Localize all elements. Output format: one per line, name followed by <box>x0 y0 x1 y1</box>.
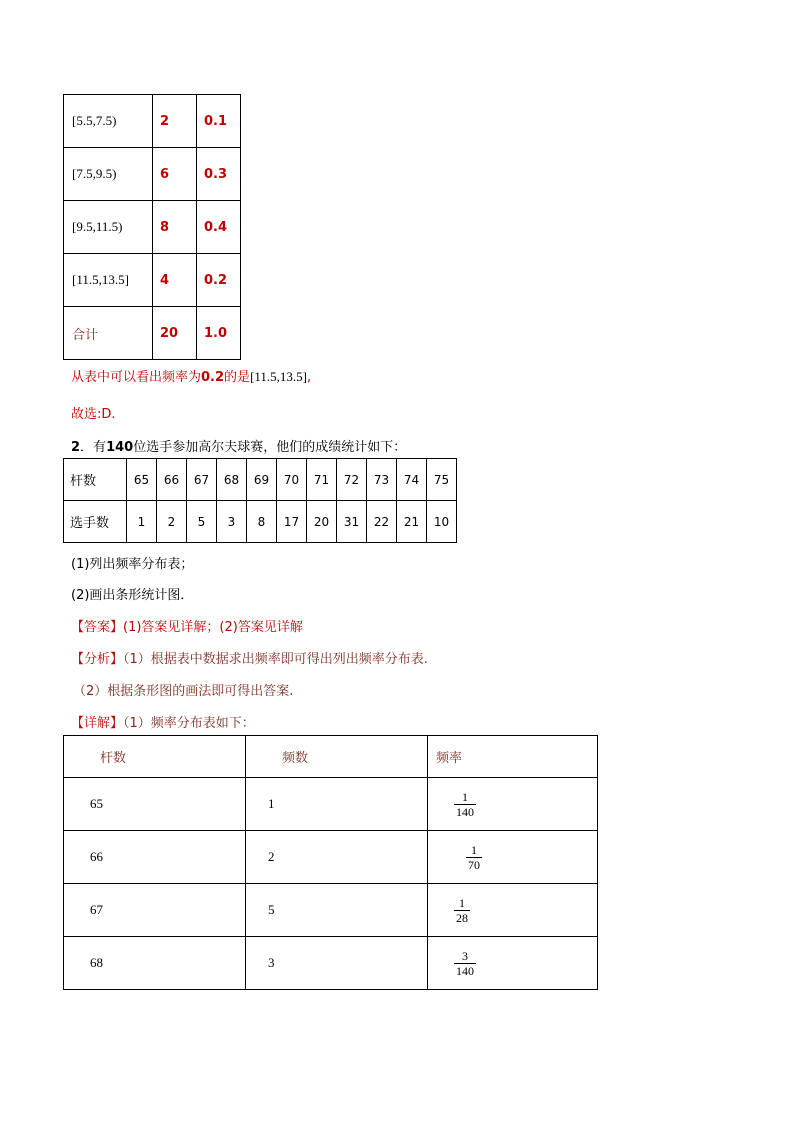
header-count: 频数 <box>246 736 428 778</box>
frequency-cell <box>428 778 598 831</box>
table-total-row <box>64 307 241 360</box>
player-count-cell: 1 <box>127 501 157 543</box>
stroke-cell: 69 <box>247 459 277 501</box>
analysis-text-2: （2）根据条形图的画法即可得出答案. <box>73 684 294 699</box>
count-cell: 1 <box>246 778 428 831</box>
player-count-cell: 22 <box>367 501 397 543</box>
player-count-cell: 3 <box>217 501 247 543</box>
frequency-cell <box>428 831 598 884</box>
total-count: 20 <box>153 307 197 360</box>
player-count-cell: 5 <box>187 501 217 543</box>
frequency-cell: 0.1 <box>197 95 241 148</box>
table-row <box>64 95 241 148</box>
table-row <box>64 937 598 990</box>
score-cell: 68 <box>64 937 246 990</box>
table-row <box>64 148 241 201</box>
player-count-cell: 20 <box>307 501 337 543</box>
interval-cell: [5.5,7.5) <box>64 95 153 148</box>
player-count-cell: 2 <box>157 501 187 543</box>
table-row <box>64 201 241 254</box>
analysis-text: 【分析】（1）根据表中数据求出频率即可得出列出频率分布表. <box>71 652 428 667</box>
count-cell: 2 <box>153 95 197 148</box>
count-cell: 5 <box>246 884 428 937</box>
score-cell: 65 <box>64 778 246 831</box>
interval-cell: [7.5,9.5) <box>64 148 153 201</box>
frequency-cell: 0.3 <box>197 148 241 201</box>
total-label: 合计 <box>64 307 153 360</box>
fraction: $\frac{3}{140}$ <box>456 948 474 978</box>
row-header-players: 选手数 <box>64 501 127 543</box>
stroke-cell: 73 <box>367 459 397 501</box>
stroke-cell: 74 <box>397 459 427 501</box>
stroke-cell: 65 <box>127 459 157 501</box>
header-frequency: 频率 <box>428 736 598 778</box>
fraction: $\frac{1}{70}$ <box>468 842 480 872</box>
table-row <box>64 778 598 831</box>
score-cell: 66 <box>64 831 246 884</box>
frequency-cell: 0.2 <box>197 254 241 307</box>
table-row <box>64 459 457 501</box>
score-cell: 67 <box>64 884 246 937</box>
player-count-cell: 21 <box>397 501 427 543</box>
stroke-cell: 71 <box>307 459 337 501</box>
stroke-cell: 70 <box>277 459 307 501</box>
answer-text: 【答案】(1)答案见详解；(2)答案见详解 <box>71 620 303 635</box>
table-header-row <box>64 736 598 778</box>
stroke-cell: 67 <box>187 459 217 501</box>
frequency-cell <box>428 884 598 937</box>
interval-cell: [11.5,13.5] <box>64 254 153 307</box>
interval-cell: [9.5,11.5) <box>64 201 153 254</box>
golf-score-table <box>63 458 457 543</box>
header-strokes: 杆数 <box>64 736 246 778</box>
stroke-cell: 66 <box>157 459 187 501</box>
stroke-cell: 75 <box>427 459 457 501</box>
player-count-cell: 10 <box>427 501 457 543</box>
row-header-strokes: 杆数 <box>64 459 127 501</box>
count-cell: 4 <box>153 254 197 307</box>
fraction: $\frac{1}{140}$ <box>456 789 474 819</box>
frequency-cell <box>428 937 598 990</box>
detail-text: 【详解】（1）频率分布表如下： <box>71 716 255 731</box>
stroke-cell: 72 <box>337 459 367 501</box>
total-frequency: 1.0 <box>197 307 241 360</box>
player-count-cell: 8 <box>247 501 277 543</box>
frequency-cell: 0.4 <box>197 201 241 254</box>
count-cell: 2 <box>246 831 428 884</box>
fraction: $\frac{1}{28}$ <box>456 895 468 925</box>
interval-frequency-table <box>63 94 241 360</box>
player-count-cell: 17 <box>277 501 307 543</box>
table-row <box>64 884 598 937</box>
player-count-cell: 31 <box>337 501 367 543</box>
count-cell: 8 <box>153 201 197 254</box>
count-cell: 6 <box>153 148 197 201</box>
stroke-cell: 68 <box>217 459 247 501</box>
subquestion-1: (1)列出频率分布表； <box>71 557 194 572</box>
frequency-distribution-table <box>63 735 598 990</box>
table-row <box>64 831 598 884</box>
count-cell: 3 <box>246 937 428 990</box>
table-row <box>64 254 241 307</box>
conclusion-text: 从表中可以看出频率为0.2的是[11.5,13.5], <box>71 369 312 385</box>
table-row <box>64 501 457 543</box>
question-text: 2．有140位选手参加高尔夫球赛，他们的成绩统计如下： <box>71 440 407 455</box>
subquestion-2: (2)画出条形统计图． <box>71 588 194 603</box>
choice-text: 故选:D. <box>71 407 116 422</box>
